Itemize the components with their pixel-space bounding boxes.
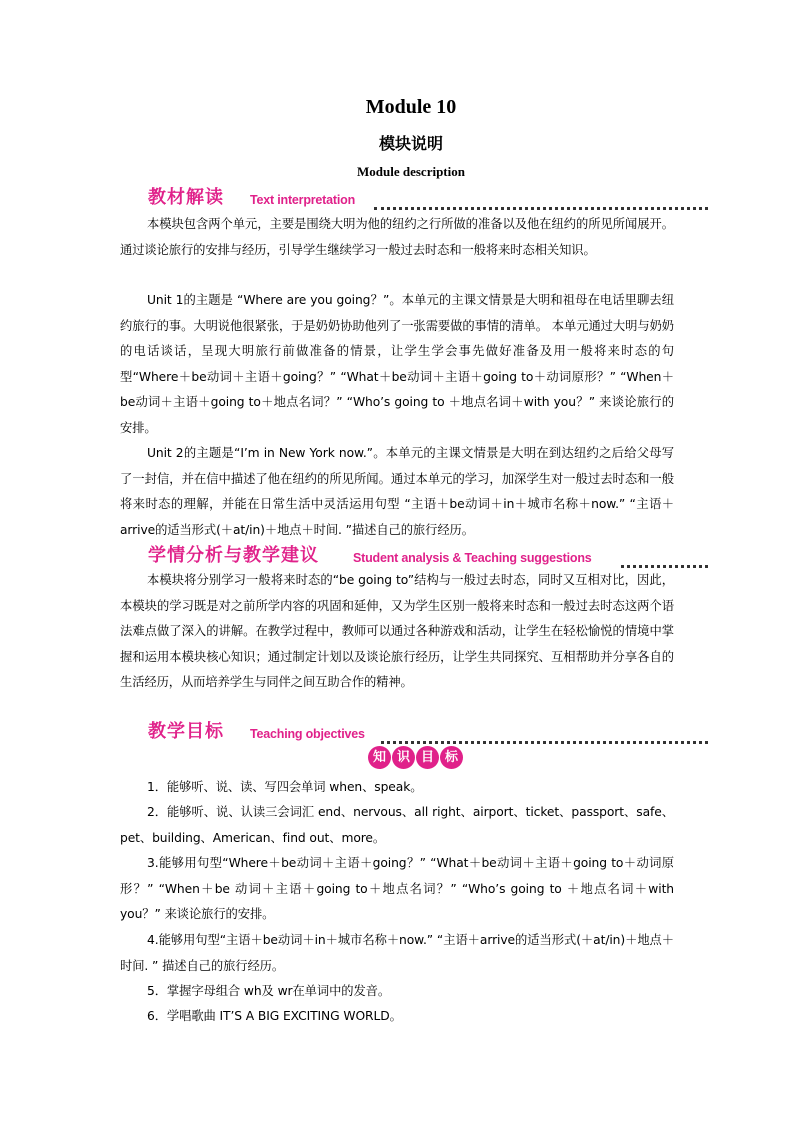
- badge-char: 知: [368, 746, 391, 769]
- objective-item: 3.能够用句型“Where＋be动词＋主语＋going？” “What＋be动词＋主语＋going to＋动词原形？” “When＋be 动词＋主语＋going to＋地点名词？” “Who’s going to ＋地点名词＋with you？” 来谈论旅行的安排。: [120, 856, 674, 921]
- section-heading-en: Teaching objectives: [250, 727, 365, 741]
- paragraph: 本模块包含两个单元，主要是围绕大明为他的纽约之行所做的准备以及他在纽约的所见所闻展开。通过谈论旅行的安排与经历，引导学生继续学习一般过去时态和一般将来时态相关知识。: [120, 217, 674, 257]
- objective-item: 6．学唱歌曲 IT’S A BIG EXCITING WORLD。: [147, 1009, 402, 1023]
- knowledge-objectives-badge: [368, 746, 463, 769]
- section-heading-cn: 教学目标: [148, 721, 224, 742]
- section-heading-text-interpretation: [148, 184, 708, 210]
- module-title: Module 10: [365, 96, 457, 118]
- dotted-divider: [381, 741, 708, 744]
- section-heading-student-analysis: [148, 542, 708, 568]
- dotted-divider: [374, 207, 708, 210]
- module-description-title-en: Module description: [357, 164, 465, 179]
- objective-item: 4.能够用句型“主语＋be动词＋in＋城市名称＋now.” “主语＋arrive的适当形式(＋at/in)＋地点＋时间. ” 描述自己的旅行经历。: [120, 933, 674, 973]
- badge-char: 识: [392, 746, 415, 769]
- badge-char: 目: [416, 746, 439, 769]
- badge-char: 标: [440, 746, 463, 769]
- section-heading-en: Student analysis & Teaching suggestions: [353, 551, 592, 565]
- module-description-title-cn: 模块说明: [378, 134, 443, 153]
- objective-item: 2．能够听、说、认读三会词汇 end、nervous、all right、airport、ticket、passport、safe、pet、building、American、find out、more。: [120, 805, 674, 845]
- section-heading-cn: 学情分析与教学建议: [148, 545, 319, 566]
- paragraph: Unit 2的主题是“I’m in New York now.”。本单元的主课文情景是大明在到达纽约之后给父母写了一封信，并在信中描述了他在纽约的所见所闻。通过本单元的学习，加深学生对一般过去时态和一般将来时态的理解，并能在日常生活中灵活运用句型 “主语＋be动词＋in＋城市名称＋now.” “主语＋arrive的适当形式(＋at/in)＋地点＋时间. ”描述自己的旅行经历。: [120, 446, 674, 537]
- section-heading-cn: 教材解读: [148, 187, 224, 208]
- paragraph: Unit 1的主题是 “Where are you going？”。本单元的主课文情景是大明和祖母在电话里聊去纽约旅行的事。大明说他很紧张，于是奶奶协助他列了一张需要做的事情的清单。 本单元通过大明与奶奶的电话谈话，呈现大明旅行前做准备的情景，让学生学会事先做好准备及用一般将来时态的句型“Where＋be动词＋主语＋going？” “What＋be动词＋主语＋going to＋动词原形？” “When＋be动词＋主语＋going to＋地点名词？” “Who’s going to ＋地点名词＋with you？” 来谈论旅行的安排。: [120, 293, 674, 435]
- objective-item: 5．掌握字母组合 wh及 wr在单词中的发音。: [147, 984, 391, 998]
- objective-item: 1．能够听、说、读、写四会单词 when、speak。: [147, 780, 423, 794]
- paragraph: 本模块将分别学习一般将来时态的“be going to”结构与一般过去时态，同时又互相对比，因此，本模块的学习既是对之前所学内容的巩固和延伸，又为学生区别一般将来时态和一般过去时态这两个语法难点做了深入的讲解。在教学过程中，教师可以通过各种游戏和活动，让学生在轻松愉悦的情境中掌握和运用本模块核心知识；通过制定计划以及谈论旅行经历，让学生共同探究、互相帮助并分享各自的生活经历，从而培养学生与同伴之间互助合作的精神。: [120, 573, 674, 689]
- section-heading-en: Text interpretation: [250, 193, 356, 207]
- section-heading-teaching-objectives: [148, 718, 708, 744]
